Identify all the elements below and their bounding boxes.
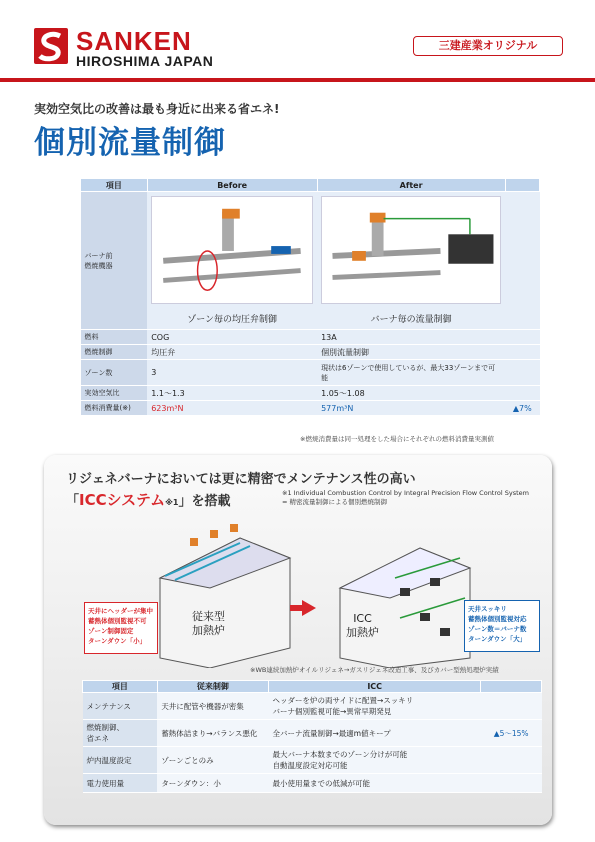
after-value: ヘッダーを炉の両サイドに配置→スッキリ バーナ個別監視可能→異常早期発見 — [269, 693, 481, 720]
brand-name: SANKEN — [76, 26, 192, 56]
col-header: 項目 — [81, 179, 148, 192]
diff-value — [481, 774, 542, 793]
icc-note: 天井スッキリ 蓄熱体個別監視対応 ゾーン数＝バーナ数 ターンダウン「大」 — [464, 600, 540, 652]
after-caption: バーナ毎の流量制御 — [370, 315, 452, 325]
icc-definition-en: ※1 Individual Combustion Control by Integral Precision Flow Control System — [282, 489, 529, 497]
row-label: 燃料 — [81, 330, 148, 345]
icc-definition — [282, 489, 529, 507]
row-label: 燃料消費量(※) — [81, 401, 148, 416]
diff-value — [505, 386, 539, 401]
row-label: 燃焼制御 — [81, 345, 148, 360]
table-row — [83, 774, 542, 793]
before-value: 1.1～1.3 — [147, 386, 317, 401]
col-header: 項目 — [83, 681, 158, 693]
page-title: 個別流量制御 — [34, 125, 226, 161]
page-subtitle: 実効空気比の改善は最も身近に出来る省エネ! — [34, 102, 280, 116]
bracket-open: 「 — [66, 494, 80, 509]
original-badge: 三建産業オリジナル — [413, 36, 563, 56]
diff-value — [505, 345, 539, 360]
table-row — [81, 330, 540, 345]
panel-heading-line1: リジェネバーナにおいては更に精密でメンテナンス性の高い — [66, 472, 416, 487]
after-value: 全バーナ流量制御→最適m値キープ — [269, 720, 481, 747]
before-value: ゾーンごとのみ — [157, 747, 268, 774]
after-value: 個別流量制御 — [317, 345, 505, 360]
before-value: 蓄熱体詰まり→バランス悪化 — [157, 720, 268, 747]
brand-subtitle: HIROSHIMA JAPAN — [76, 53, 214, 69]
row-label: 燃焼制御、 省エネ — [83, 720, 158, 747]
table1-footnote: ※燃焼消費量は同一処理をした場合にそれぞれの燃料消費量実測値 — [300, 435, 494, 443]
col-header: After — [317, 179, 505, 192]
table-row — [81, 360, 540, 386]
row-label: 電力使用量 — [83, 774, 158, 793]
table-row — [83, 693, 542, 720]
empty-cell — [505, 192, 539, 330]
icc-definition-ja: = 精密流量制御による個別燃焼制御 — [282, 498, 388, 506]
after-value: 最小使用量までの低減が可能 — [269, 774, 481, 793]
before-value: ターンダウン：小 — [157, 774, 268, 793]
icc-furnace-label: ICC 加熱炉 — [346, 612, 379, 639]
diff-value — [505, 330, 539, 345]
before-value: COG — [147, 330, 317, 345]
diff-value: ▲5～15% — [481, 720, 542, 747]
after-value: 1.05～1.08 — [317, 386, 505, 401]
after-image-cell — [317, 192, 505, 330]
row-label: メンテナンス — [83, 693, 158, 720]
icc-system-name: ICCシステム — [79, 491, 166, 509]
before-value: 3 — [147, 360, 317, 386]
before-value: 均圧弁 — [147, 345, 317, 360]
after-value: 最大バーナ本数までのゾーン分けが可能 自動温度設定対応可能 — [269, 747, 481, 774]
table-row — [81, 345, 540, 360]
table-row — [81, 386, 540, 401]
row-label: ゾーン数 — [81, 360, 148, 386]
panel-footnote: ※WB連続加熱炉オイルリジェネ→ガスリジェネ改造工事、及びカバー型熱処理炉実績 — [250, 666, 499, 674]
table-row — [83, 720, 542, 747]
conventional-note: 天井にヘッダーが集中 蓄熱体個別監視不可 ゾーン制御固定 ターンダウン「小」 — [84, 602, 158, 654]
col-header — [505, 179, 539, 192]
after-value: 13A — [317, 330, 505, 345]
before-value: 623m³N — [147, 401, 317, 416]
after-value: 577m³N — [317, 401, 505, 416]
before-diagram — [151, 196, 313, 304]
before-image-cell — [147, 192, 317, 330]
diff-value — [505, 360, 539, 386]
col-header: Before — [147, 179, 317, 192]
heading-suffix: 」を搭載 — [178, 494, 231, 509]
after-diagram — [321, 196, 501, 304]
diff-value — [481, 747, 542, 774]
col-header: ICC — [269, 681, 481, 693]
sanken-logo-icon — [34, 28, 68, 64]
panel-heading-line2 — [66, 489, 230, 510]
row-label: 実効空気比 — [81, 386, 148, 401]
header-rule — [0, 78, 595, 82]
comparison-table-1 — [80, 178, 540, 416]
diff-value: ▲7% — [505, 401, 539, 416]
comparison-table-2 — [82, 680, 542, 793]
row-label: バーナ前 燃焼機器 — [81, 192, 148, 330]
table-row — [81, 401, 540, 416]
footnote-mark: ※1 — [165, 498, 179, 507]
table-row — [83, 747, 542, 774]
diff-value — [481, 693, 542, 720]
before-caption: ゾーン毎の均圧弁制御 — [187, 315, 278, 325]
conventional-furnace-label: 従来型 加熱炉 — [192, 610, 225, 637]
col-header — [481, 681, 542, 693]
after-value: 現状は6ゾーンで使用しているが、最大33ゾーンまで可能 — [317, 360, 505, 386]
col-header: 従来制御 — [157, 681, 268, 693]
row-label: 炉内温度設定 — [83, 747, 158, 774]
before-value: 天井に配管や機器が密集 — [157, 693, 268, 720]
